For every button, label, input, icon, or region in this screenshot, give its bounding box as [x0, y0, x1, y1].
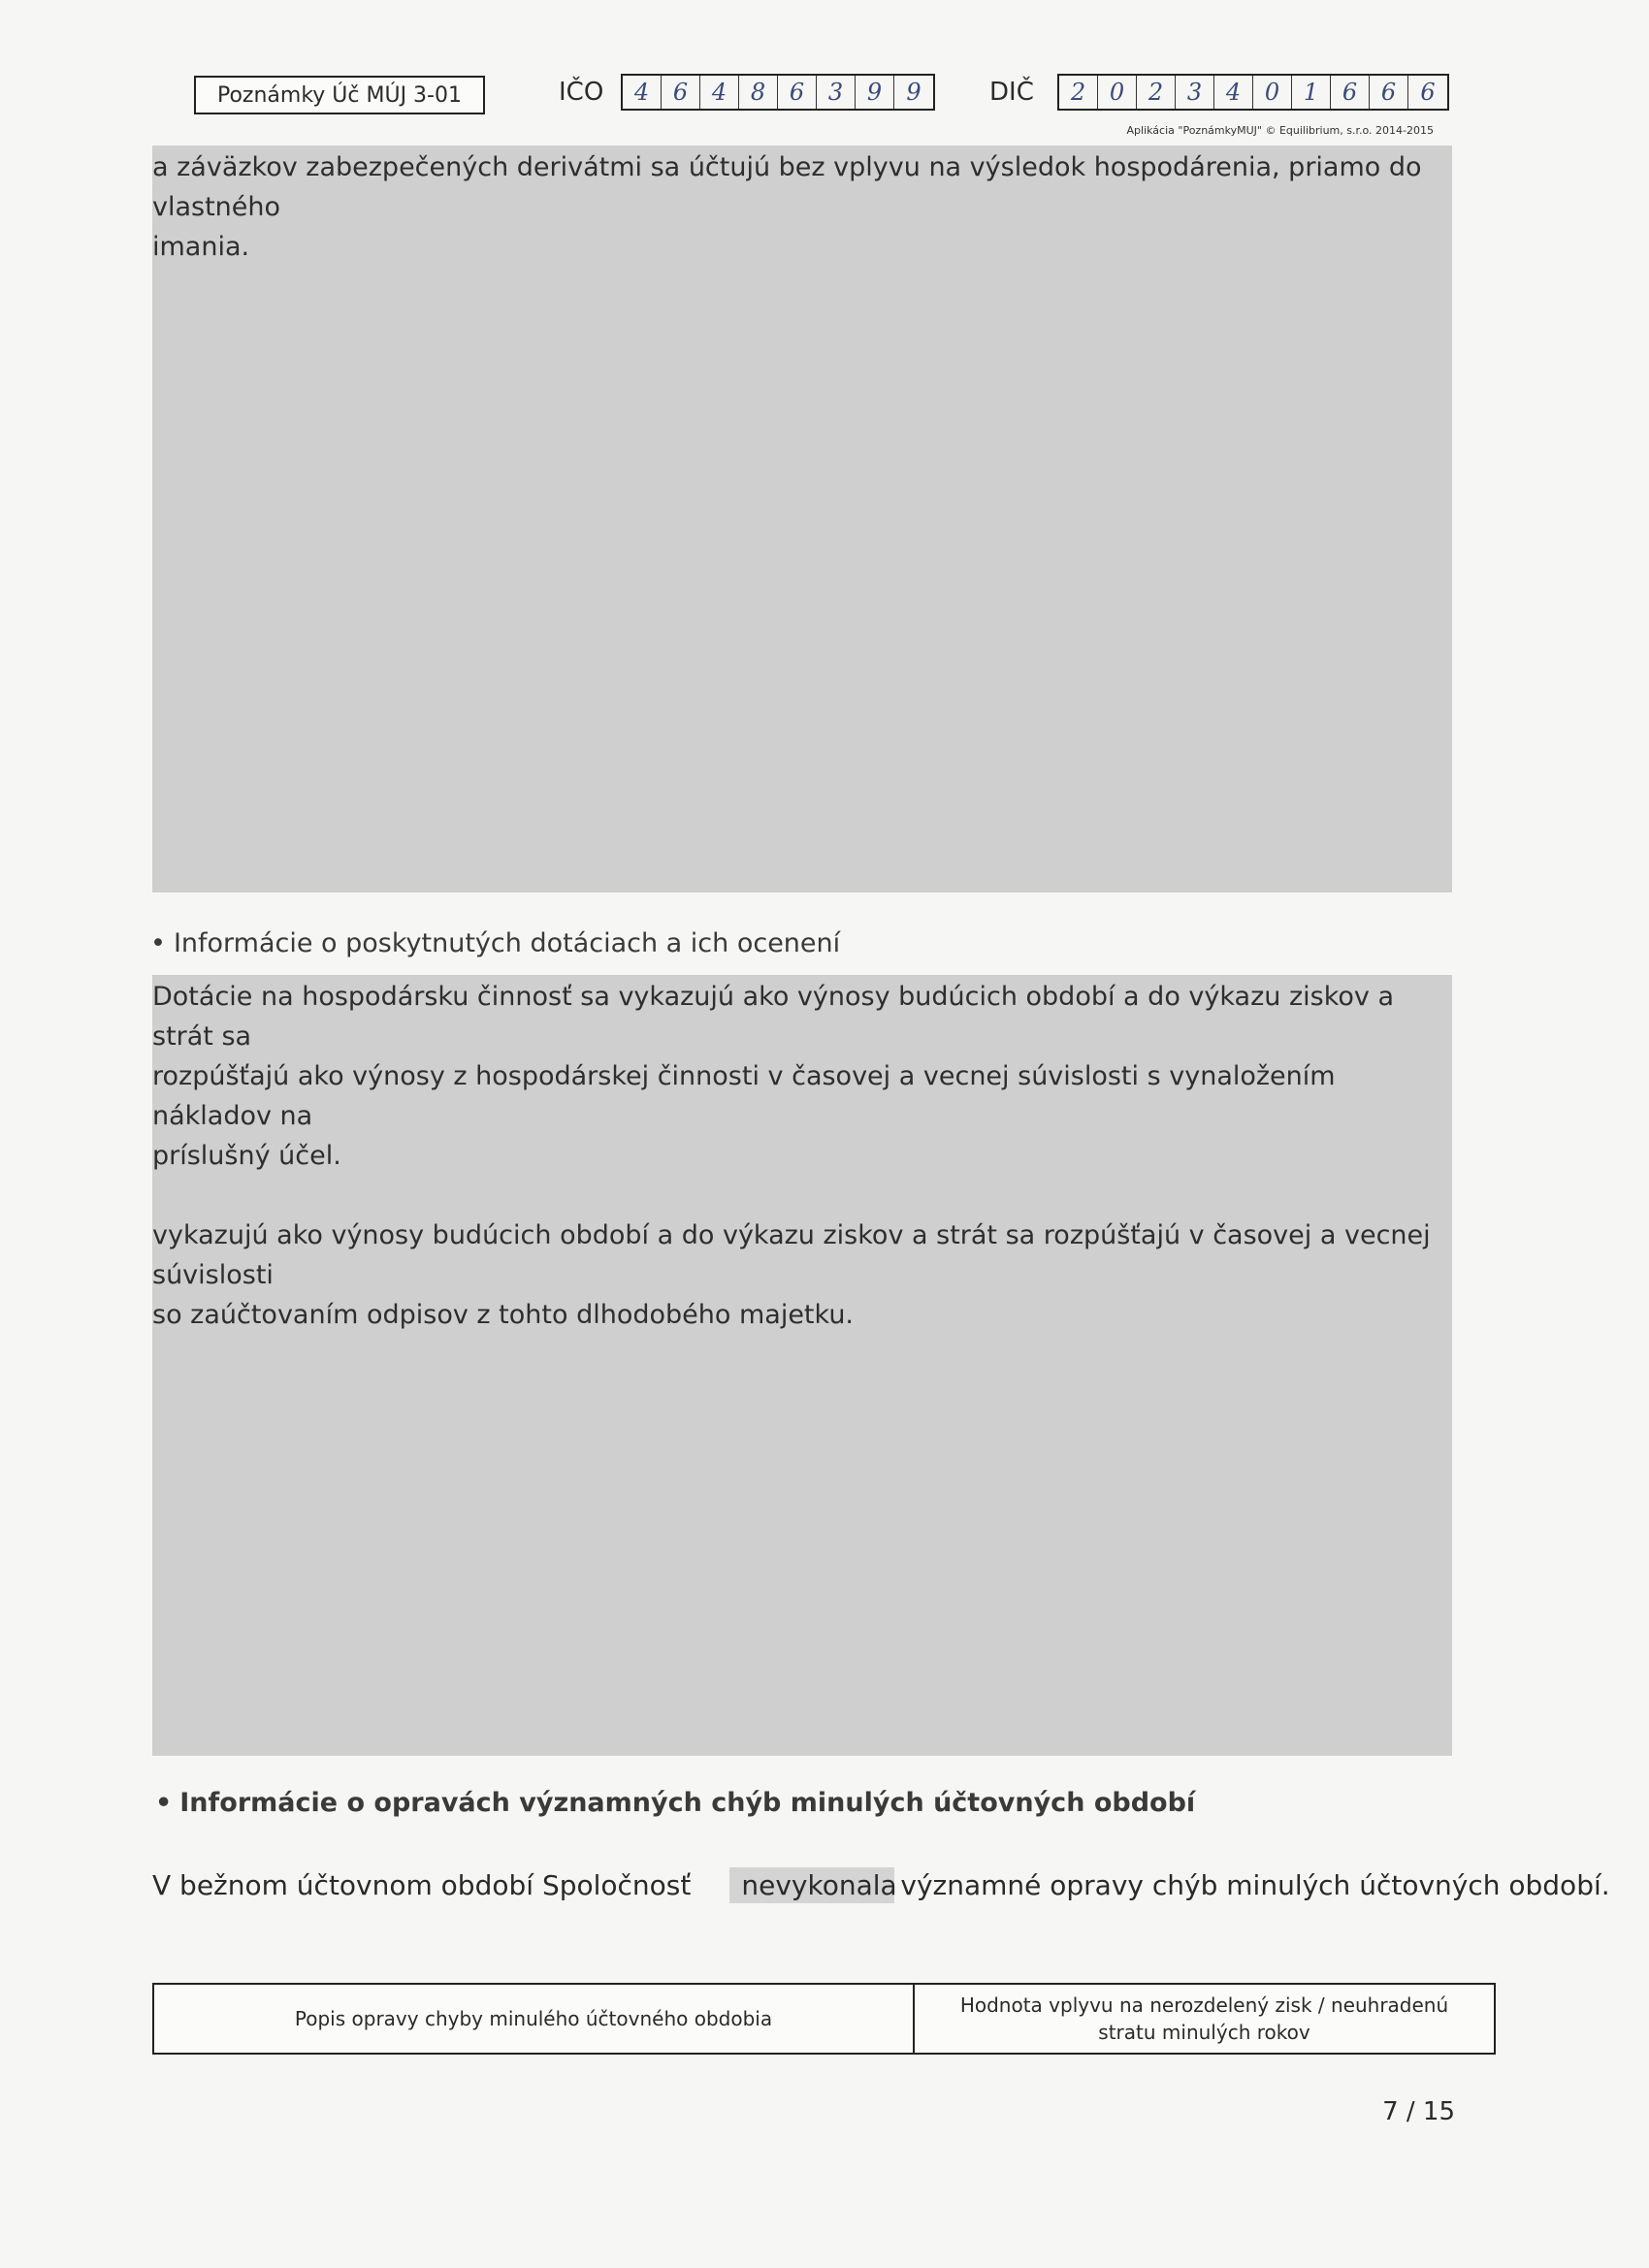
corrections-statement	[152, 1867, 1610, 1903]
dic-digit: 6	[1370, 76, 1408, 109]
text-line: príslušný účel.	[152, 1141, 341, 1171]
corrections-heading	[155, 1788, 1195, 1818]
dic-digit: 4	[1214, 76, 1253, 109]
statement-suffix: významné opravy chýb minulých účtovných období.	[900, 1869, 1610, 1901]
bullet-icon: •	[150, 928, 166, 958]
subsidies-heading	[150, 928, 840, 958]
dic-digit: 6	[1331, 76, 1370, 109]
dic-label: DIČ	[989, 78, 1034, 107]
dic-digits	[1057, 74, 1449, 111]
ico-digit: 9	[856, 76, 894, 109]
corrections-table	[152, 1983, 1496, 2055]
ico-label: IČO	[559, 78, 604, 107]
text-line: rozpúšťajú ako výnosy z hospodárskej činnosti v časovej a vecnej súvislosti s vynaložením nákladov na	[152, 1061, 1336, 1131]
ico-digit: 8	[739, 76, 778, 109]
ico-digit: 3	[817, 76, 856, 109]
dic-digit: 0	[1098, 76, 1137, 109]
dic-digit: 0	[1253, 76, 1292, 109]
text-line: a záväzkov zabezpečených derivátmi sa účtujú bez vplyvu na výsledok hospodárenia, priamo do vlastného	[152, 152, 1422, 222]
table-header-description: Popis opravy chyby minulého účtovného obdobia	[154, 1985, 915, 2053]
ico-digit: 9	[906, 79, 922, 106]
corrections-heading-text: Informácie o opravách významných chýb minulých účtovných období	[179, 1788, 1196, 1818]
statement-value[interactable]: nevykonala	[729, 1867, 894, 1903]
dic-digit: 3	[1176, 76, 1214, 109]
text-line: vykazujú ako výnosy budúcich období a do výkazu ziskov a strát sa rozpúšťajú v časovej a vecnej súvislosti	[152, 1220, 1431, 1290]
form-id-box: Poznámky Úč MÚJ 3-01	[194, 76, 485, 114]
ico-digit: 6	[778, 76, 817, 109]
ico-digit: 4	[623, 76, 662, 109]
text-line: imania.	[152, 232, 250, 262]
table-header-impact: Hodnota vplyvu na nerozdelený zisk / neuhradenú stratu minulých rokov	[959, 1993, 1449, 2044]
text-line: Dotácie na hospodársku činnosť sa vykazujú ako výnosy budúcich období a do výkazu ziskov a strát sa	[152, 982, 1394, 1052]
app-credit: Aplikácia "PoznámkyMUJ" © Equilibrium, s.r.o. 2014-2015	[1126, 124, 1434, 137]
text-line: so zaúčtovaním odpisov z tohto dlhodobého majetku.	[152, 1300, 855, 1330]
subsidies-heading-text: Informácie o poskytnutých dotáciach a ich ocenení	[173, 928, 841, 958]
subsidies-paragraph-2	[152, 1215, 1452, 1335]
derivatives-text-panel	[152, 146, 1452, 892]
dic-digit: 1	[1292, 76, 1331, 109]
statement-prefix: V bežnom účtovnom období Spoločnosť	[152, 1869, 692, 1901]
bullet-icon: •	[155, 1788, 173, 1818]
ico-digit: 4	[700, 76, 739, 109]
dic-digit: 2	[1059, 76, 1098, 109]
subsidies-text-panel	[152, 975, 1452, 1756]
page-number: 7 / 15	[1382, 2097, 1455, 2126]
subsidies-paragraph-1	[152, 977, 1452, 1176]
dic-digit: 6	[1420, 79, 1436, 106]
dic-digit: 2	[1137, 76, 1176, 109]
ico-digit: 6	[662, 76, 700, 109]
ico-digits	[621, 74, 935, 111]
